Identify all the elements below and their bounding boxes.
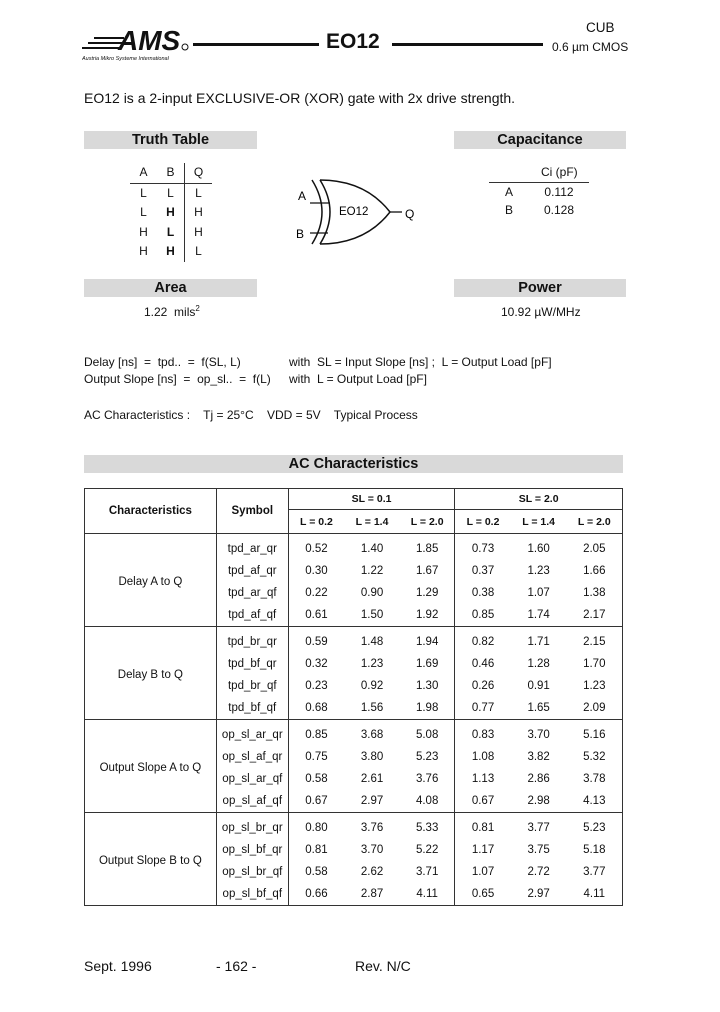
ac-value: 2.09: [583, 702, 606, 714]
ac-value: 0.65: [455, 883, 511, 906]
ams-logo: [82, 22, 192, 64]
ac-group-name: Delay B to Q: [85, 627, 217, 720]
ac-characteristics-table: [84, 488, 623, 906]
ac-value: 1.28: [527, 658, 550, 670]
tt-cell: H: [184, 203, 212, 223]
logo-subtitle: Austria Mikro Systeme International: [82, 56, 169, 62]
ac-symbol: tpd_br_qr: [216, 627, 288, 654]
cap-row: [489, 201, 589, 219]
ac-value: 0.38: [455, 582, 511, 604]
col-load: L = 2.0: [567, 510, 623, 534]
ac-value: 1.56: [360, 702, 384, 714]
ac-symbol: tpd_ar_qf: [216, 582, 288, 604]
footer-revision: Rev. N/C: [355, 958, 411, 974]
col-sl-2-0: SL = 2.0: [455, 489, 623, 510]
ac-value: 3.71: [415, 866, 439, 878]
col-load: L = 0.2: [288, 510, 344, 534]
xor-gate-symbol: [290, 172, 430, 252]
cap-pin: B: [504, 203, 513, 217]
ac-value: 3.77: [583, 866, 606, 878]
formula-slope: Output Slope [ns] = op_sl.. = f(L): [84, 372, 271, 386]
area-unit-sup: 2: [195, 304, 200, 313]
ac-value: 0.23: [288, 675, 344, 697]
ac-value: 0.82: [455, 627, 511, 654]
area-title: Area: [84, 279, 257, 297]
ac-value: 2.62: [360, 866, 384, 878]
tt-row: [130, 203, 212, 223]
cap-pin: A: [504, 185, 513, 199]
power-value: 10.92 µW/MHz: [501, 305, 581, 319]
ac-value: 1.65: [527, 702, 550, 714]
ac-title: AC Characteristics: [84, 455, 623, 473]
ac-symbol: op_sl_af_qf: [216, 790, 288, 813]
header-rule-right: [392, 43, 543, 46]
ac-value: 1.23: [583, 680, 606, 692]
ac-value: 5.08: [400, 720, 455, 747]
ac-value: 0.26: [455, 675, 511, 697]
area-unit: mils: [174, 305, 196, 319]
ac-value: 1.30: [415, 680, 439, 692]
ac-value: 1.50: [360, 609, 384, 621]
ac-value: 2.05: [583, 543, 606, 555]
truth-table-title: Truth Table: [84, 131, 257, 149]
ac-value: 3.75: [527, 844, 550, 856]
ac-value: 2.17: [583, 609, 606, 621]
col-sl-0-1: SL = 0.1: [288, 489, 455, 510]
ac-value: 1.23: [360, 658, 384, 670]
ac-symbol: tpd_ar_qr: [216, 534, 288, 561]
ac-row: [85, 627, 623, 654]
ac-value: 4.13: [583, 795, 606, 807]
cap-value: 0.112: [544, 185, 574, 199]
ac-value: 5.33: [400, 813, 455, 840]
ac-value: 5.23: [567, 813, 623, 840]
tt-cell: H: [166, 244, 175, 258]
ac-value: 0.59: [288, 627, 344, 654]
ac-group-name: Output Slope B to Q: [85, 813, 217, 906]
col-load: L = 0.2: [455, 510, 511, 534]
ac-conditions: AC Characteristics : Tj = 25°C VDD = 5V Typical Process: [84, 408, 418, 422]
tt-cell: L: [140, 185, 147, 200]
ac-symbol: tpd_bf_qr: [216, 653, 288, 675]
formula-slope-note: with L = Output Load [pF]: [289, 372, 427, 386]
ac-value: 1.71: [511, 627, 567, 654]
ac-value: 0.52: [288, 534, 344, 561]
ac-value: 0.80: [288, 813, 344, 840]
ac-value: 4.11: [416, 888, 438, 900]
ac-value: 0.37: [455, 560, 511, 582]
description: EO12 is a 2-input EXCLUSIVE-OR (XOR) gate with 2x drive strength.: [84, 90, 516, 106]
col-symbol: Symbol: [216, 489, 288, 534]
ac-group-name: Delay A to Q: [118, 576, 183, 588]
ac-value: 0.61: [288, 604, 344, 627]
ac-value: 1.48: [344, 627, 400, 654]
gate-input-b: B: [296, 227, 305, 241]
ac-value: 1.17: [455, 839, 511, 861]
ac-value: 1.22: [360, 565, 384, 577]
ac-value: 3.70: [360, 844, 384, 856]
ac-value: 0.22: [288, 582, 344, 604]
gate-label: EO12: [339, 206, 369, 218]
ac-value: 1.66: [583, 565, 606, 577]
ac-value: 1.67: [415, 565, 439, 577]
ac-value: 3.77: [511, 813, 567, 840]
ac-symbol: op_sl_ar_qf: [216, 768, 288, 790]
ac-value: 1.13: [455, 768, 511, 790]
ac-value: 2.87: [360, 888, 384, 900]
ac-symbol: op_sl_br_qr: [216, 813, 288, 840]
ams-logo-graphic: [82, 22, 192, 64]
cap-row: [489, 183, 589, 201]
ac-value: 1.29: [415, 587, 439, 599]
ac-value: 1.08: [455, 746, 511, 768]
ac-value: 0.58: [288, 768, 344, 790]
ac-value: 1.38: [583, 587, 606, 599]
ac-row: [85, 813, 623, 840]
ac-value: 2.97: [527, 888, 550, 900]
tt-row: [130, 242, 212, 262]
ac-value: 0.81: [455, 813, 511, 840]
ac-value: 2.15: [567, 627, 623, 654]
capacitance-title: Capacitance: [454, 131, 626, 149]
tt-row: [130, 184, 212, 204]
ac-value: 2.72: [527, 866, 550, 878]
ac-value: 1.74: [527, 609, 550, 621]
ac-symbol: op_sl_ar_qr: [216, 720, 288, 747]
ac-value: 1.98: [415, 702, 439, 714]
ac-value: 1.07: [527, 587, 550, 599]
ac-symbol: tpd_af_qf: [216, 604, 288, 627]
tt-cell: H: [184, 223, 212, 243]
ac-value: 0.32: [288, 653, 344, 675]
header-rule-left: [193, 43, 319, 46]
col-load: L = 1.4: [511, 510, 567, 534]
ac-value: 1.69: [415, 658, 439, 670]
ac-value: 1.23: [527, 565, 550, 577]
ac-value: 3.76: [344, 813, 400, 840]
ac-value: 2.86: [527, 773, 550, 785]
ac-value: 4.08: [415, 795, 439, 807]
tt-cell: H: [139, 224, 148, 239]
ac-symbol: op_sl_af_qr: [216, 746, 288, 768]
truth-table-header: [130, 163, 212, 184]
ac-value: 3.68: [344, 720, 400, 747]
ac-value: 1.92: [415, 609, 439, 621]
ac-value: 0.77: [455, 697, 511, 720]
tt-cell: L: [166, 224, 175, 239]
ac-symbol: op_sl_br_qf: [216, 861, 288, 883]
tt-cell: L: [184, 184, 212, 204]
col-load: L = 2.0: [400, 510, 455, 534]
ac-value: 0.30: [288, 560, 344, 582]
ac-value: 1.85: [415, 543, 439, 555]
ac-value: 3.76: [415, 773, 439, 785]
col-characteristics: Characteristics: [85, 489, 217, 534]
ac-value: 0.83: [455, 720, 511, 747]
tt-cell: L: [184, 242, 212, 262]
formula-delay: Delay [ns] = tpd.. = f(SL, L): [84, 355, 241, 369]
ac-symbol: tpd_af_qr: [216, 560, 288, 582]
tt-header-b: B: [166, 165, 175, 179]
ac-group-name: Output Slope A to Q: [85, 720, 217, 813]
logo-text: AMS: [118, 25, 181, 56]
ac-value: 0.90: [360, 587, 384, 599]
ac-value: 3.70: [511, 720, 567, 747]
tt-cell: H: [166, 205, 175, 219]
tt-cell: H: [139, 244, 148, 258]
gate-output-q: Q: [405, 207, 415, 221]
ac-symbol: op_sl_bf_qf: [216, 883, 288, 906]
ac-value: 0.66: [288, 883, 344, 906]
ac-symbol: tpd_br_qf: [216, 675, 288, 697]
ac-value: 2.97: [360, 795, 384, 807]
col-load: L = 1.4: [344, 510, 400, 534]
ac-value: 5.16: [567, 720, 623, 747]
ac-value: 3.82: [527, 751, 550, 763]
ac-value: 5.22: [415, 844, 439, 856]
tt-header-q: Q: [184, 163, 212, 183]
ac-value: 0.91: [527, 680, 550, 692]
area-number: 1.22: [144, 305, 168, 319]
ac-value: 1.94: [400, 627, 455, 654]
ac-value: 5.23: [415, 751, 439, 763]
ac-value: 0.58: [288, 861, 344, 883]
power-title: Power: [454, 279, 626, 297]
ac-value: 3.78: [583, 773, 606, 785]
truth-table: [130, 163, 212, 262]
ac-row: [85, 534, 623, 561]
footer-date: Sept. 1996: [84, 958, 152, 974]
ac-symbol: op_sl_bf_qr: [216, 839, 288, 861]
cap-header: Ci (pF): [489, 163, 589, 183]
tt-header-a: A: [139, 165, 148, 179]
ac-value: 1.60: [527, 543, 550, 555]
formula-delay-note: with SL = Input Slope [ns] ; L = Output Load [pF]: [289, 355, 552, 369]
ac-row: [85, 720, 623, 747]
ac-value: 0.85: [288, 720, 344, 747]
process-line2: 0.6 µm CMOS: [552, 40, 629, 54]
ac-value: 5.32: [583, 751, 606, 763]
ac-value: 5.18: [583, 844, 606, 856]
cell-name: EO12: [326, 30, 380, 53]
ac-value: 0.67: [455, 790, 511, 813]
ac-value: 1.40: [360, 543, 384, 555]
ac-value: 2.98: [527, 795, 550, 807]
ac-symbol: tpd_bf_qf: [216, 697, 288, 720]
ac-value: 3.80: [360, 751, 384, 763]
capacitance-table: [489, 163, 589, 219]
ac-value: 0.67: [288, 790, 344, 813]
ac-value: 0.75: [288, 746, 344, 768]
ac-value: 0.81: [288, 839, 344, 861]
gate-input-a: A: [298, 189, 307, 203]
ac-value: 1.07: [455, 861, 511, 883]
tt-cell: L: [167, 185, 174, 200]
process-line1: CUB: [586, 20, 615, 35]
tt-row: [130, 223, 212, 243]
ac-value: 2.61: [360, 773, 384, 785]
ac-value: 0.92: [360, 680, 384, 692]
ac-value: 4.11: [583, 888, 606, 900]
cap-value: 0.128: [543, 203, 575, 217]
ac-value: 0.73: [455, 534, 511, 561]
area-value: [144, 304, 200, 319]
ac-value: 0.85: [455, 604, 511, 627]
ac-value: 0.46: [455, 653, 511, 675]
ac-value: 1.70: [583, 658, 606, 670]
tt-cell: L: [140, 205, 147, 219]
ac-value: 0.68: [288, 697, 344, 720]
footer-page: - 162 -: [216, 958, 257, 974]
